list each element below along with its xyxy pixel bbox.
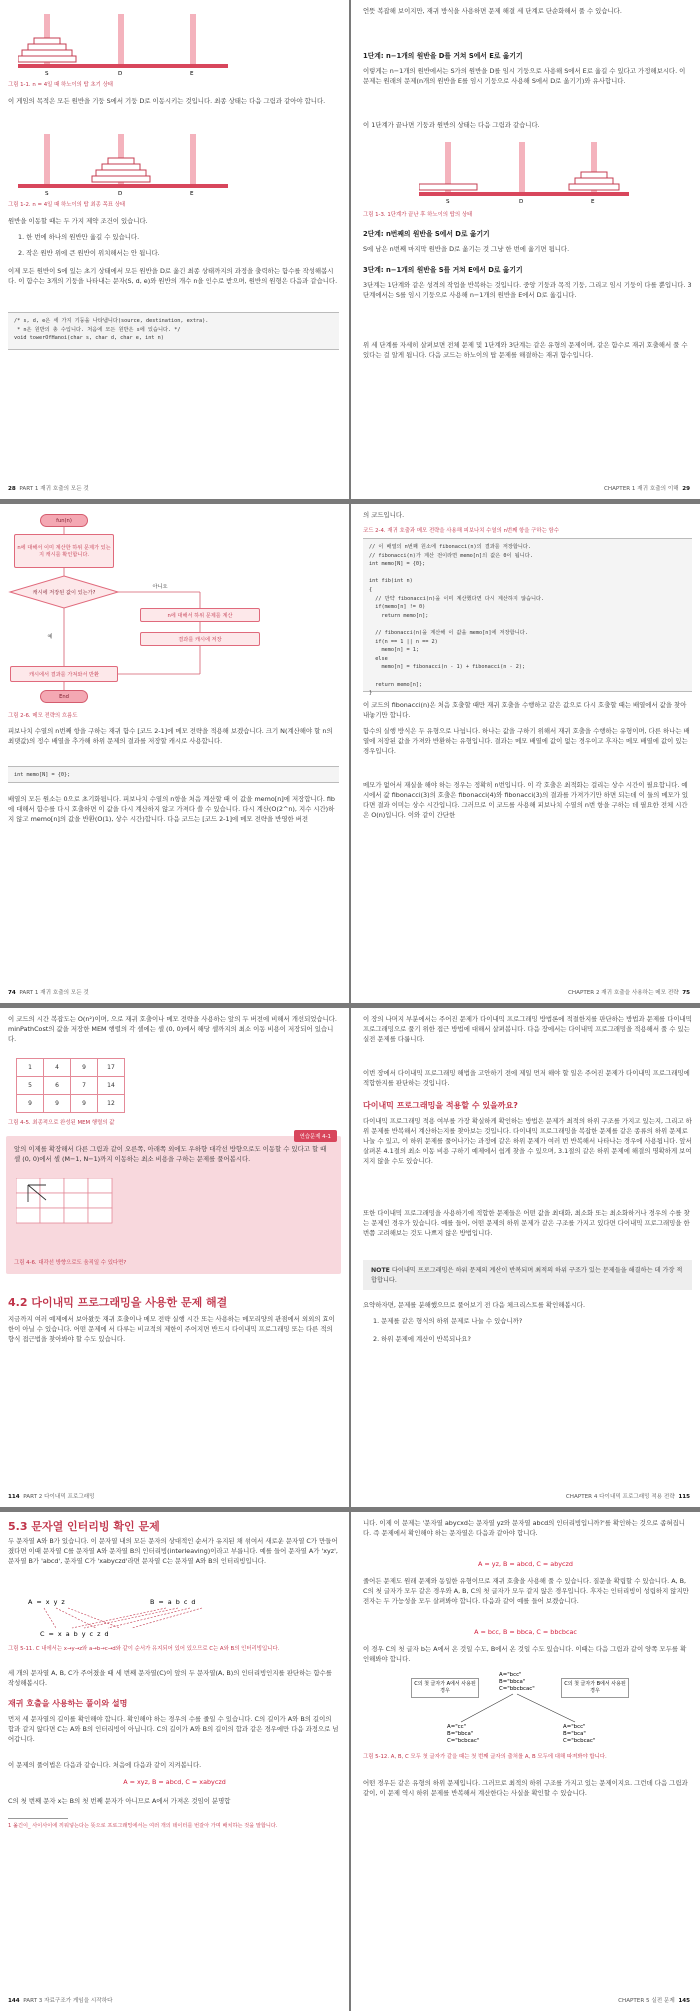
flowchart-start: fun(n) bbox=[40, 514, 88, 527]
matrix-cell: 7 bbox=[71, 1077, 98, 1095]
matrix-row bbox=[17, 1095, 125, 1113]
paragraph: 세 개의 문자열 A, B, C가 주어졌을 때 세 번째 문자열(C)이 앞의 두 문자열(A, B)의 인터리빙인지를 판단하는 함수를 작성해봅시다. bbox=[8, 1669, 332, 1687]
paragraph: 이번 장에서 다이내믹 프로그래밍 해법을 고안하기 전에 제일 먼저 해야 할 일은 주어진 문제가 다이내믹 프로그래밍에 적합한지를 판단하는 것입니다. bbox=[363, 1069, 690, 1087]
step-title: 2단계: n번째의 원반을 S에서 D로 옮기기 bbox=[363, 230, 490, 238]
interleave-string-a: A = x y z bbox=[28, 1598, 65, 1606]
page-footer bbox=[8, 484, 89, 492]
page-number: 28 bbox=[8, 486, 16, 492]
paragraph: 이 코드의 시간 복잡도는 O(n²)이며, 으로 재귀 호출이나 메모 전략을 사용하는 앞의 두 버전에 비해서 개선되었습니다. minPathCost의 값을 저장한 MEM 행렬의 각 셀에는 셀 (0, 0)에서 해당 셀까지의 최소 이동 비용이 저장되어 있습니다. bbox=[8, 1015, 337, 1043]
note-title: NOTE bbox=[371, 1267, 390, 1274]
running-head: PART 1 재귀 호출의 모든 것 bbox=[19, 486, 89, 492]
page-footer bbox=[568, 988, 690, 996]
page-footer bbox=[604, 484, 690, 492]
disk bbox=[28, 44, 66, 50]
paragraph: 이 게임의 목적은 모든 원반을 기둥 S에서 기둥 D로 이동시키는 것입니다. 최종 상태는 다음 그림과 같아야 합니다. bbox=[8, 97, 326, 105]
matrix-cell: 9 bbox=[71, 1095, 98, 1113]
footnote-rule bbox=[8, 1818, 68, 1819]
paragraph: 원반을 이동할 때는 두 가지 제약 조건이 있습니다. bbox=[8, 217, 148, 225]
note-text: 다이내믹 프로그래밍은 하위 문제의 계산이 반복되며 최적의 하위 구조가 있는 문제들을 해결하는 데 가장 적합합니다. bbox=[371, 1267, 683, 1284]
running-head: PART 3 자료구조가 게임을 시작하다 bbox=[23, 1998, 113, 2004]
matrix-cell: 4 bbox=[44, 1059, 71, 1077]
interleave-string-b: B = a b c d bbox=[150, 1598, 196, 1606]
paragraph: 이제 모든 원반이 S에 있는 초기 상태에서 모든 원반을 D로 옮긴 최종 상태까지의 과정을 출력하는 함수를 작성해봅시다. 이 함수는 3개의 기둥을 나타내는 문자(S, d, e)와 원반의 개수 n을 인수로 받으며, 원반의 원형은 다음과 같습니다. bbox=[8, 267, 338, 285]
section-title: 5.3 문자열 인터리빙 확인 문제 bbox=[8, 1520, 160, 1533]
paragraph: 지금까지 여러 예제에서 보아왔듯 재귀 호출이나 메모 전략 실행 시간 또는 사용하는 메모리양의 관점에서 외외의 효이한이 아닐 수 있습니다. 어떤 문제에 서 다루는 비교적의 제한이 주어지면 반드시 다이내믹 프로그래밍 또는 다른 적의 향식 접근법을 찾아봐야 할 수도 있습니다. bbox=[8, 1315, 335, 1343]
peg-label-e: E bbox=[190, 191, 194, 197]
page-number: 144 bbox=[8, 1998, 20, 2004]
rule-item: 2. 작은 원반 위에 큰 원반이 위치해서는 안 됩니다. bbox=[18, 249, 160, 257]
paragraph: S에 남은 n번째 마지막 원반을 D로 옮기는 것 그냥 한 번에 옮기면 됩니다. bbox=[363, 245, 570, 253]
interleave-string-c: C = x a b y c z d bbox=[40, 1630, 109, 1638]
page-footer bbox=[8, 1996, 113, 2004]
peg-e bbox=[190, 14, 196, 66]
peg-label-s: S bbox=[45, 191, 49, 197]
page-29 bbox=[351, 0, 700, 499]
interleave-arrows bbox=[20, 1606, 250, 1632]
checklist-item: 1. 문제를 같은 형식의 하위 문제로 나눌 수 있습니까? bbox=[373, 1317, 523, 1325]
subsection-title: 재귀 호출을 사용하는 풀이와 설명 bbox=[8, 1699, 128, 1708]
tree-left-edge-label: C의 첫 글자가 A에서 사용된 경우 bbox=[411, 1678, 479, 1698]
step-title: 1단계: n−1개의 원반을 D를 거쳐 S에서 E로 옮기기 bbox=[363, 52, 523, 60]
page-number: 74 bbox=[8, 990, 16, 996]
matrix-cell: 17 bbox=[98, 1059, 125, 1077]
section-title: 4.2 다이내믹 프로그래밍을 사용한 문제 해결 bbox=[8, 1296, 228, 1309]
matrix-cell: 5 bbox=[17, 1077, 44, 1095]
peg-label-s: S bbox=[446, 199, 450, 205]
flowchart-return: 캐시에서 결과를 가져와서 반환 bbox=[10, 666, 118, 682]
figure-caption: 그림 1-3. 1단계가 끝난 후 하노이의 탑의 상태 bbox=[363, 212, 473, 218]
matrix-row bbox=[17, 1059, 125, 1077]
page-number: 145 bbox=[678, 1998, 690, 2004]
running-head: CHAPTER 2 재귀 호출을 사용하는 메모 전략 bbox=[568, 990, 679, 996]
paragraph: 의 코드입니다. bbox=[363, 511, 405, 519]
disk bbox=[102, 164, 140, 170]
hanoi-initial-figure bbox=[18, 6, 228, 76]
running-head: PART 2 다이내믹 프로그래밍 bbox=[23, 1494, 95, 1500]
peg-d bbox=[118, 14, 124, 66]
peg-e bbox=[190, 134, 196, 186]
flowchart-check-cache: n에 대해서 이미 계산한 하위 문제가 있는지 캐시를 확인합니다. bbox=[14, 534, 114, 568]
paragraph: C의 첫 번째 문자 x는 B의 첫 번째 문자가 아니므로 A에서 가져온 것임이 분명합 bbox=[8, 1797, 231, 1805]
disk bbox=[569, 184, 619, 190]
footnote: 1 옮긴이_ 사이사이에 끼워넣는다는 뜻으로 프로그래밍에서는 여러 개의 데이터를 번갈아 가며 배치하는 것을 말합니다. bbox=[8, 1823, 278, 1829]
disk bbox=[575, 178, 613, 184]
paragraph: 피보나치 수열의 n번째 항을 구하는 재귀 함수 [코드 2-1]에 메모 전략을 적용해 보겠습니다. 크기 N(계산해야 할 n의 최댓값)의 정수 배열을 추가해 하위 문제의 결과를 저장할 캐시로 사용합니다. bbox=[8, 727, 333, 745]
disk bbox=[22, 50, 72, 56]
paragraph: 먼저 세 문자열의 길이를 확인해야 합니다. 확인해야 하는 경우의 수를 줄일 수 있습니다. C의 길이가 A와 B의 길이의 합과 같지 않다면 C는 A와 B의 인터리빙이 아닙니다. C의 길이가 A와 B의 길이의 합과 같은 경우에만 다음 과정으로 넘어갑니다. bbox=[8, 1715, 339, 1743]
paragraph: 이 1단계가 끝나면 기둥과 원반의 상태는 다음 그림과 같습니다. bbox=[363, 121, 540, 129]
flowchart-no-label: 아니오 bbox=[152, 583, 168, 590]
page-28 bbox=[0, 0, 349, 499]
figure-caption: 그림 2-6. 메모 전략의 흐름도 bbox=[8, 713, 78, 719]
disk bbox=[34, 38, 60, 44]
hanoi-base bbox=[18, 184, 228, 188]
disk bbox=[108, 158, 134, 164]
figure-caption: 그림 5-11. C 내에서는 x→y→z와 a→b→c→d와 같이 순서가 유지되어 있어 있으므로 C는 A와 B의 인터리빙입니다. bbox=[8, 1646, 280, 1652]
flowchart-compute: n에 대해서 하위 문제를 계산 bbox=[140, 608, 260, 622]
tree-root-node: A="bcc" B="bbca" C="bbcbcac" bbox=[499, 1672, 535, 1692]
paragraph: 이렇게는 n−1개의 원반에서는 S가의 원반을 D를 임시 기둥으로 사용해 S에서 E로 옮길 수 있다고 가정해보시다. 이 문제는 원래의 문제(n개의 원반을 E를 임시 기둥으로 사용해 S에서 D로 옮기기)와 유사합니다. bbox=[363, 67, 686, 85]
flowchart-store: 결과를 캐시에 저장 bbox=[140, 632, 260, 646]
page-number: 114 bbox=[8, 1494, 20, 1500]
peg-label-e: E bbox=[591, 199, 595, 205]
figure-caption: 그림 4-5. 최종적으로 완성된 MEM 행렬의 값 bbox=[8, 1120, 115, 1126]
page-number: 75 bbox=[682, 990, 690, 996]
disk bbox=[581, 172, 607, 178]
paragraph: 어떤 경우든 같은 유형의 하위 문제입니다. 그러므로 최적의 하위 구조를 가지고 있는 문제이지요. 그런데 다음 그림과 같이, 이 문제 역시 하위 문제를 반복해서 계산한다는 사실을 확인할 수 있습니다. bbox=[363, 1779, 688, 1797]
flowchart-end: End bbox=[40, 690, 88, 703]
disk bbox=[96, 170, 146, 176]
spread-2 bbox=[0, 504, 700, 1003]
tree-left-node: A="cc" B="bbca" C="bcbcac" bbox=[447, 1724, 480, 1744]
peg-label-d: D bbox=[118, 71, 123, 77]
page-145 bbox=[351, 1512, 700, 2011]
code-block: /* s, d, e은 세 가지 기둥을 나타냅니다(source, destination, extra). * n은 원반의 총 수입니다. 처음에 모든 원반은 s에 있습니다. */ void towerOfHanoi(char s, char d, char e, int n) bbox=[8, 312, 339, 350]
page-75 bbox=[351, 504, 700, 1003]
diagonal-grid-figure bbox=[16, 1178, 116, 1240]
matrix-cell: 6 bbox=[44, 1077, 71, 1095]
page-114 bbox=[0, 1008, 349, 1507]
hanoi-base bbox=[419, 192, 629, 196]
checklist-item: 2. 하위 문제에 계산이 반복되나요? bbox=[373, 1335, 471, 1343]
flowchart-decision-label: 캐시에 저장된 값이 있는가? bbox=[32, 589, 96, 596]
paragraph: 위 세 단계를 자세히 살펴보면 전체 문제 및 1단계와 3단계는 같은 유형의 문제이며, 같은 함수로 재귀 호출해서 풀 수 있다는 걸 알게 됩니다. 다음 코드는 하노이의 탑 문제를 해결하는 재귀 함수입니다. bbox=[363, 341, 688, 359]
hanoi-step1-figure bbox=[419, 134, 629, 204]
paragraph: 이 장의 나머지 부분에서는 주어진 문제가 다이내믹 프로그래밍 방법론에 적절한지를 판단하는 방법과 문제를 다이내믹 프로그래밍으로 풀기 위한 접근 방법에 대해서 살펴봅니다. 다음 장에서는 다이내믹 프로그래밍을 적용해서 풀 수 있는 실전 문제를 다룹니다. bbox=[363, 1015, 692, 1043]
page-115 bbox=[351, 1008, 700, 1507]
paragraph: 이 코드의 fibonacci(n)은 처음 호출할 때만 재귀 호출을 수행하고 같은 값으로 다시 호출할 때는 배열에서 값을 찾아 내놓기만 합니다. bbox=[363, 701, 687, 719]
peg-label-d: D bbox=[118, 191, 123, 197]
equation: A = bcc, B = bbca, C = bbcbcac bbox=[474, 1628, 577, 1636]
hanoi-final-figure bbox=[18, 126, 228, 196]
paragraph: 이 문제의 풀이법은 다음과 같습니다. 처음에 다음과 같이 지켜봅니다. bbox=[8, 1761, 202, 1769]
peg-label-s: S bbox=[45, 71, 49, 77]
matrix-cell: 9 bbox=[44, 1095, 71, 1113]
peg-label-d: D bbox=[519, 199, 524, 205]
spread-1 bbox=[0, 0, 700, 499]
code-block: int memo[N] = {0}; bbox=[8, 766, 339, 783]
paragraph: 줄어든 문제도 원래 문제와 동일한 유형이므로 재귀 호출을 사용해 풀 수 있습니다. 질문을 확립할 수 있습니다. A, B, C의 첫 글자가 모두 같은 경우와 A, B, C의 첫 글자가 모두 같지 않은 경우입니다. 후자는 인터리빙이 성립하지 않지만 전자는 두 가능성을 모두 살펴봐야 합니다. 다음과 같이 예를 들어 보겠습니다. bbox=[363, 1577, 689, 1605]
tree-right-node: A="bcc" B="bca" C="bcbcac" bbox=[563, 1724, 596, 1744]
paragraph: 또한 다이내믹 프로그래밍을 사용하기에 적합한 문제들은 어떤 값을 최대화, 최소화 또는 최소화하거나 경우의 수를 찾는 문제인 경우가 있습니다. 예를 들어, 어떤 문제의 하위 문제가 같은 구조를 가지고 있다면 다이내믹 프로그래밍을 한 번쯤 고려해보는 것도 나쁘지 않은 방법입니다. bbox=[363, 1209, 690, 1237]
page-footer bbox=[8, 1492, 95, 1500]
matrix-row bbox=[17, 1077, 125, 1095]
paragraph: 다이내믹 프로그래밍 적용 여부를 가장 확실하게 확인하는 방법은 문제가 최적의 하위 구조를 가지고 있는지, 그리고 하위 문제를 반복해서 계산하는지를 찾아보는 것입니다. 다이내믹 프로그래밍을 복잡한 문제를 같은 종류의 하위 문제로 나눌 수 있고, 이 하위 문제를 풀어나가는 과정에 같은 하위 문제가 여러 번 반복해서 나타나는 경우에 사용됩니다. 앞서 살펴본 4.1절의 최소 이동 비용 구하기 예제에서 쉽게 찾을 수 있으며, 3.1절의 같은 하위 문제에 해결의 명확하게 보여지지 않을 수도 있습니다. bbox=[363, 1117, 692, 1165]
page-144 bbox=[0, 1512, 349, 2011]
page-footer bbox=[8, 988, 89, 996]
code-caption: 코드 2-4. 재귀 호출과 메모 전략을 사용해 피보나치 수열의 n번째 항을 구하는 함수 bbox=[363, 528, 559, 534]
step-title: 3단계: n−1개의 원반을 S를 거쳐 E에서 D로 옮기기 bbox=[363, 266, 523, 274]
rule-item: 1. 한 번에 하나의 원반만 옮길 수 있습니다. bbox=[18, 233, 140, 241]
page-footer bbox=[566, 1492, 690, 1500]
matrix-cell: 9 bbox=[17, 1095, 44, 1113]
matrix-cell: 14 bbox=[98, 1077, 125, 1095]
tree-edges bbox=[351, 1512, 700, 1772]
hanoi-base bbox=[18, 64, 228, 68]
page-74 bbox=[0, 504, 349, 1003]
exercise-tag: 연습문제 4-1 bbox=[294, 1130, 337, 1142]
exercise-text: 앞의 이제를 확장해서 다른 그림과 같이 오른쪽, 아래쪽 외에도 우하향 대각선 방향으로도 이동할 수 있다고 할 때 셀 (0, 0)에서 셀 (M−1, N−1)까지 이동하는 최소 비용을 구하는 문제를 풀어봅시다. bbox=[14, 1145, 327, 1163]
paragraph: 메모가 없어서 재실을 해야 하는 경우는 정확히 n번입니다. 이 각 호출은 최적화는 걸리는 상수 시간이 필요합니다. 예시에서 값 fibonacci(3)의 호출은 fibonacci(4)와 fibonacci(3)의 결과를 가져가기만 하면 되는데 이 둘의 메모가 있다면 결과 이미는 상수 시간입니다. 그러므로 이 코드를 사용해 피보나치 수열의 n번 항을 구하는 데 필요한 전체 시간은 O(n)입니다. 이와 같이 간단한 bbox=[363, 781, 689, 819]
matrix-cell: 1 bbox=[17, 1059, 44, 1077]
disk bbox=[419, 184, 477, 190]
spread-4 bbox=[0, 1512, 700, 2011]
paragraph: 니다. 이제 이 문제는 '문자열 abycxd는 문자열 yz와 문자열 abcd의 인터리빙입니까?'를 확인하는 것으로 좁혀집니다. 즉 문제에서 확인해야 하는 문자열은 다음과 같아야 합니다. bbox=[363, 1519, 685, 1537]
paragraph: 함수의 실행 방식은 두 유형으로 나뉩니다. 하나는 값을 구하기 위해서 재귀 호출을 수행하는 유형이며, 다른 하나는 배열에 저장된 값을 가져와 반환하는 유형입니다. 결과는 메모 배열에 값이 없는 경우이고 후자는 메모 배열에 값이 있는 경우입니다. bbox=[363, 727, 690, 755]
matrix-cell: 9 bbox=[71, 1059, 98, 1077]
peg-s bbox=[44, 134, 50, 186]
figure-caption: 그림 4-6. 대각선 방향으로도 움직일 수 있다면? bbox=[14, 1260, 127, 1266]
page-number: 29 bbox=[682, 486, 690, 492]
paragraph: 이 경우 C의 첫 글자 b는 A에서 온 것일 수도, B에서 온 것일 수도 있습니다. 이때는 다음 그림과 같이 양쪽 모두를 확인해봐야 합니다. bbox=[363, 1645, 687, 1663]
section-title: 다이내믹 프로그래밍을 적용할 수 있을까요? bbox=[363, 1101, 518, 1110]
page-number: 115 bbox=[678, 1494, 690, 1500]
running-head: CHAPTER 5 실전 문제 bbox=[618, 1998, 675, 2004]
running-head: CHAPTER 1 재귀 호출의 이해 bbox=[603, 486, 679, 492]
running-head: CHAPTER 4 다이내믹 프로그래밍 적용 전략 bbox=[565, 1494, 675, 1500]
equation: A = yz, B = abcd, C = abyczd bbox=[478, 1560, 573, 1568]
mem-matrix bbox=[16, 1058, 125, 1113]
peg-d bbox=[519, 142, 525, 194]
figure-caption: 그림 5-12. A, B, C 모두 첫 글자가 같을 때는 첫 번째 글자의 출처를 A, B 모두에 대해 따져봐야 합니다. bbox=[363, 1754, 607, 1760]
running-head: PART 1 재귀 호출의 모든 것 bbox=[19, 990, 89, 996]
paragraph: 언뜻 복잡해 보이지만, 재귀 방식을 사용하면 문제 해결 세 단계로 단순화해서 풀 수 있습니다. bbox=[363, 7, 622, 15]
paragraph: 3단계는 1단계와 같은 성격의 작업을 반복하는 것입니다. 중앙 기둥과 목적 기둥, 그리고 임시 기둥이 다를 뿐입니다. 3단계에서는 S를 임시 기둥으로 사용해 n−1개의 원반을 E에서 D로 옮깁니다. bbox=[363, 281, 692, 299]
page-footer bbox=[618, 1996, 690, 2004]
disk bbox=[18, 56, 76, 62]
tree-right-edge-label: C의 첫 글자가 B에서 사용된 경우 bbox=[561, 1678, 629, 1698]
paragraph: 요약하자면, 문제를 분해했으므로 풀어보기 전 다음 체크리스트를 확인해봅시다. bbox=[363, 1301, 586, 1309]
paragraph: 두 문자열 A와 B가 있습니다. 이 문자열 내의 모든 문자의 상대적인 순서가 유지된 채 섞여서 새로운 문자열 C가 만들어졌다면 이때 문자열 C를 문자열 A와 문자열 B의 인터리빙(interleaving)이라고 부릅니다. 예를 들어 문자열 A가 'xyz', 문자열 B가 'abcd', 문자열 C가 'xabyczd'라면 문자열 C는 문자열 A와 B의 인터리빙입니다. bbox=[8, 1537, 338, 1565]
disk bbox=[92, 176, 150, 182]
code-block: // 이 배열의 n번째 원소에 fibonacci(n)의 결과를 저장합니다. // fibonacci(n)가 계산 전이라면 memo[n]의 값은 0이 됩니다. int memo[N] = {0}; int fib(int n) { // 만약 fibonacci(n)을 이미 계산했다면 다시 계산하지 않습니다. if(memo[n] != 0) return memo[n]; // fibonacci(n)을 계산해 이 값을 memo[n]에 저장합니다. if(n == 1 || n == 2) memo[n] = 1; else memo[n] = fibonacci(n - 1) + fibonacci(n - 2); return memo[n]; } bbox=[363, 538, 692, 692]
figure-caption: 그림 1-1. n = 4일 때 하노이의 탑 초기 상태 bbox=[8, 82, 113, 88]
equation: A = xyz, B = abcd, C = xabyczd bbox=[123, 1778, 226, 1786]
flowchart-yes-label: 예 bbox=[47, 633, 53, 640]
figure-caption: 그림 1-2. n = 4일 때 하노이의 탑 최종 목표 상태 bbox=[8, 202, 126, 208]
matrix-cell: 12 bbox=[98, 1095, 125, 1113]
paragraph: 배열의 모든 원소는 0으로 초기화됩니다. 피보나치 수열의 n항을 처음 계산할 때 이 값을 memo[n]에 저장합니다. fib에 대해서 함수를 다시 호출하면 이 값을 다시 계산하지 않고 가져다 쓸 수 있습니다. 다시 계산(O(2^n), 지수 시간)하지 않고 memo[n]의 값을 반환(O(1), 상수 시간)합니다. 다음 코드는 [코드 2-1]에 메모 전략을 반영한 버전 bbox=[8, 795, 335, 823]
peg-label-e: E bbox=[190, 71, 194, 77]
note-box bbox=[363, 1260, 692, 1290]
spread-3 bbox=[0, 1008, 700, 1507]
